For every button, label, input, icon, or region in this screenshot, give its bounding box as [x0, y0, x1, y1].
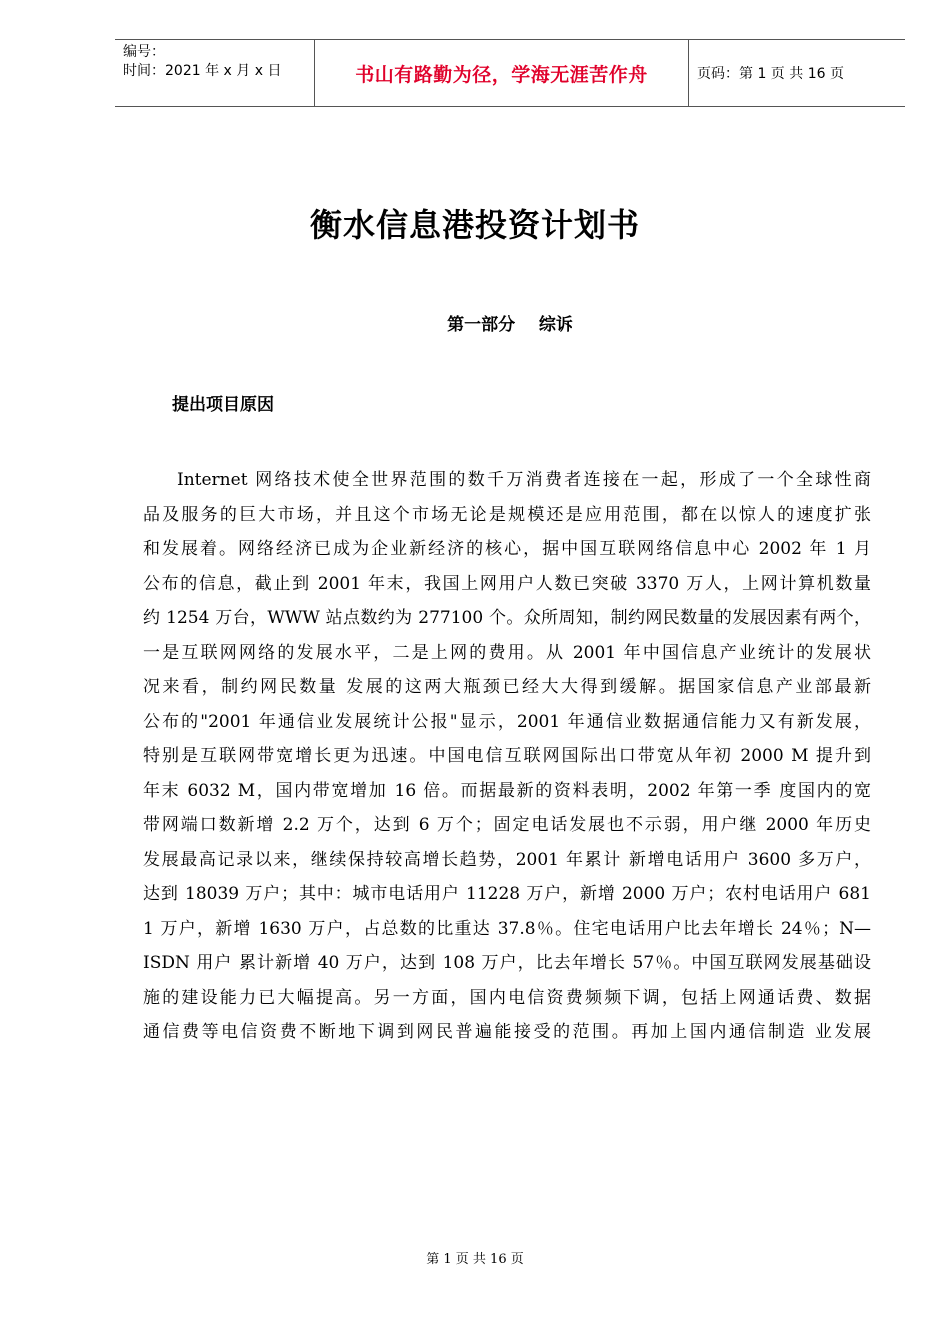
- subheading: 提出项目原因: [172, 395, 274, 415]
- body-paragraph: [143, 463, 871, 1050]
- paragraph-line: 达到 18039 万户；其中：城市电话用户 11228 万户，新增 2000 万户；农村电话用户 681: [143, 884, 871, 904]
- paragraph-line: 约 1254 万台，WWW 站点数约为 277100 个。众所周知，制约网民数量的发展因素有两个，: [143, 608, 871, 628]
- paragraph-line: 发展最高记录以来，继续保持较高增长趋势，2001 年累计 新增电话用户 3600 多万户，: [143, 849, 871, 870]
- header-motto: 书山有路勤为径，学海无涯苦作舟: [315, 40, 689, 106]
- paragraph-line: 公布的"2001 年通信业发展统计公报"显示，2001 年通信业数据通信能力又有新发展，: [143, 711, 871, 732]
- page-header: [115, 39, 905, 107]
- paragraph-line: 公布的信息，截止到 2001 年末，我国上网用户人数已突破 3370 万人，上网计算机数量: [143, 573, 871, 594]
- document-title: 衡水信息港投资计划书: [309, 206, 640, 244]
- paragraph-line: ISDN 用户 累计新增 40 万户，达到 108 万户，比去年增长 57％。中国互联网发展基础设: [143, 953, 871, 973]
- header-meta: [115, 40, 315, 106]
- paragraph-line: Internet 网络技术使全世界范围的数千万消费者连接在一起，形成了一个全球性商: [177, 470, 871, 490]
- paragraph-line: 年末 6032 M，国内带宽增加 16 倍。而据最新的资料表明，2002 年第一季 度国内的宽: [143, 780, 871, 801]
- section-title: 第一部分 综诉: [447, 315, 573, 335]
- paragraph-line: 特别是互联网带宽增长更为迅速。中国电信互联网国际出口带宽从年初 2000 M 提升到: [143, 746, 871, 766]
- time-label: 时间：2021 年 x 月 x 日: [123, 63, 282, 79]
- header-page-info: 页码：第 1 页 共 16 页: [697, 66, 844, 82]
- paragraph-line: 品及服务的巨大市场，并且这个市场无论是规模还是应用范围，都在以惊人的速度扩张: [143, 504, 871, 525]
- paragraph-line: 和发展着。网络经济已成为企业新经济的核心，据中国互联网络信息中心 2002 年 1 月: [143, 539, 871, 559]
- page-footer: 第 1 页 共 16 页: [426, 1252, 524, 1267]
- paragraph-line: 带网端口数新增 2.2 万个，达到 6 万个；固定电话发展也不示弱，用户继 2000 年历史: [143, 815, 871, 835]
- paragraph-line: 通信费等电信资费不断地下调到网民普遍能接受的范围。再加上国内通信制造 业发展: [143, 1022, 871, 1042]
- paragraph-line: 况来看，制约网民数量 发展的这两大瓶颈已经大大得到缓解。据国家信息产业部最新: [143, 677, 871, 697]
- paragraph-line: 一是互联网网络的发展水平，二是上网的费用。从 2001 年中国信息产业统计的发展状: [143, 642, 871, 663]
- paragraph-line: 施的建设能力已大幅提高。另一方面，国内电信资费频频下调，包括上网通话费、数据: [143, 987, 871, 1008]
- number-label: 编号：: [123, 44, 165, 60]
- paragraph-line: 1 万户，新增 1630 万户，占总数的比重达 37.8％。住宅电话用户比去年增长 24％；N—: [143, 918, 871, 939]
